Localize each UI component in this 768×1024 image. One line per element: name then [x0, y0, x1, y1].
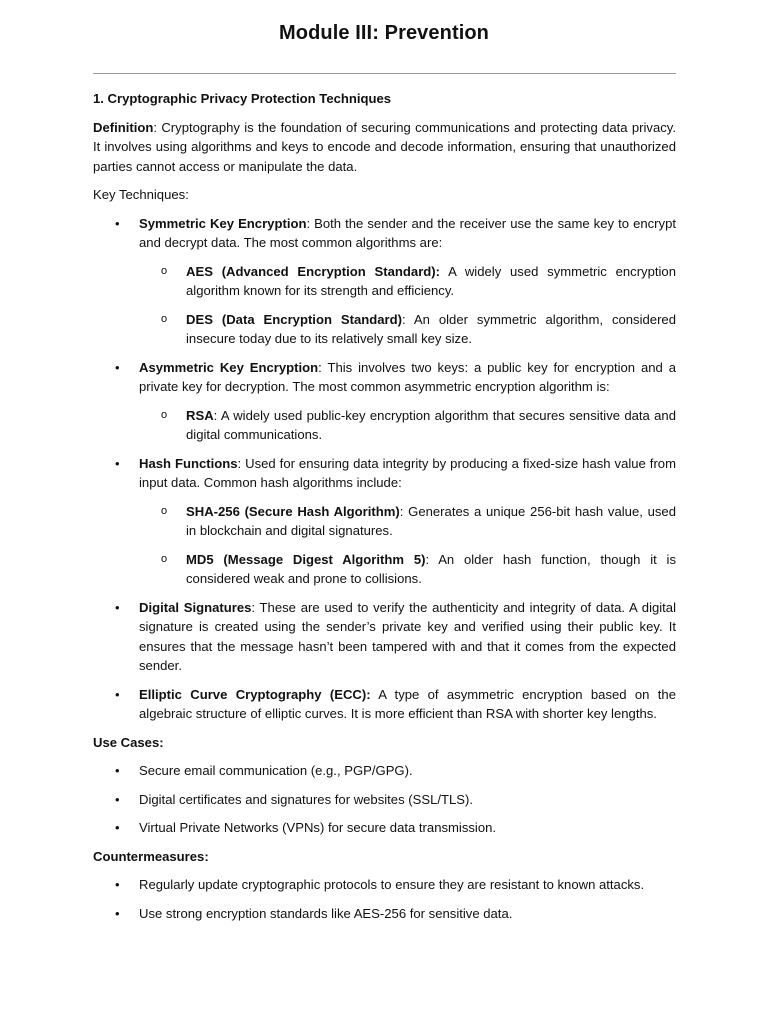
- bullet-icon: •: [115, 791, 120, 807]
- sub-bullet-icon: o: [161, 552, 168, 565]
- sub-list-item: o MD5 (Message Digest Algorithm 5): An older hash function, though it is considered weak and prone to collisions.: [161, 551, 676, 586]
- bullet-icon: •: [115, 877, 120, 892]
- title-divider: [93, 73, 676, 74]
- sub-list-item: o RSA: A widely used public-key encryption algorithm that secures sensitive data and digital communications.: [161, 407, 676, 442]
- list-item: • Use strong encryption standards like AES-256 for sensitive data.: [93, 904, 676, 924]
- list-item: • Secure email communication (e.g., PGP/GPG).: [93, 761, 676, 781]
- list-item-hash-functions: • Hash Functions: Used for ensuring data integrity by producing a fixed-size hash value from input data. Common hash algorithms include:: [115, 455, 676, 490]
- sub-list-item: o SHA-256 (Secure Hash Algorithm): Generates a unique 256-bit hash value, used in blockchain and digital signatures.: [161, 503, 676, 538]
- sub-list-item: o AES (Advanced Encryption Standard): A widely used symmetric encryption algorithm known for its strength and efficiency.: [161, 263, 676, 298]
- list-item-ecc: • Elliptic Curve Cryptography (ECC): A type of asymmetric encryption based on the algebraic structure of elliptic curves. It is more efficient than RSA with shorter key lengths.: [115, 686, 676, 721]
- sub-bullet-icon: o: [161, 312, 168, 325]
- bullet-icon: •: [115, 359, 120, 375]
- sub-bullet-icon: o: [161, 504, 168, 517]
- list-item-digital-signatures: • Digital Signatures: These are used to verify the authenticity and integrity of data. A digital signature is created using the sender’s private key and verified using their public key. It ensures that the message hasn’t been tampered with and that it comes from the expected sender.: [115, 599, 676, 673]
- definition-label: Definition: [93, 119, 154, 135]
- page-title: Module III: Prevention: [279, 22, 489, 44]
- definition-paragraph: [93, 118, 676, 177]
- section-heading: 1. Cryptographic Privacy Protection Techniques: [93, 91, 392, 106]
- key-techniques-heading: Key Techniques:: [93, 187, 189, 202]
- bullet-icon: •: [115, 905, 120, 921]
- list-item: • Digital certificates and signatures for websites (SSL/TLS).: [93, 790, 676, 810]
- list-item: • Virtual Private Networks (VPNs) for secure data transmission.: [93, 818, 676, 838]
- bullet-icon: •: [115, 455, 120, 471]
- list-item-symmetric: • Symmetric Key Encryption: Both the sender and the receiver use the same key to encrypt and decrypt data. The most common algorithms are:: [115, 215, 677, 250]
- sub-list-item: o DES (Data Encryption Standard): An older symmetric algorithm, considered insecure today due to its relatively small key size.: [161, 311, 676, 346]
- sub-bullet-icon: o: [161, 408, 168, 421]
- countermeasures-heading: Countermeasures:: [93, 848, 209, 864]
- bullet-icon: •: [115, 215, 120, 231]
- list-item-asymmetric: • Asymmetric Key Encryption: This involves two keys: a public key for encryption and a private key for decryption. The most common asymmetric encryption algorithm is:: [115, 359, 676, 394]
- use-cases-heading: Use Cases:: [93, 734, 164, 750]
- bullet-icon: •: [115, 820, 120, 835]
- definition-text: : Cryptography is the foundation of securing communications and protecting data privacy. It involves using algorithms and keys to encode and decode information, ensuring that unauthorized parties cannot access or manipulate the data.: [93, 119, 676, 174]
- bullet-icon: •: [115, 599, 120, 615]
- bullet-icon: •: [115, 686, 120, 702]
- document-body: [93, 89, 676, 932]
- bullet-icon: •: [115, 763, 120, 778]
- sub-bullet-icon: o: [161, 264, 168, 277]
- list-item: • Regularly update cryptographic protocols to ensure they are resistant to known attacks.: [93, 875, 676, 895]
